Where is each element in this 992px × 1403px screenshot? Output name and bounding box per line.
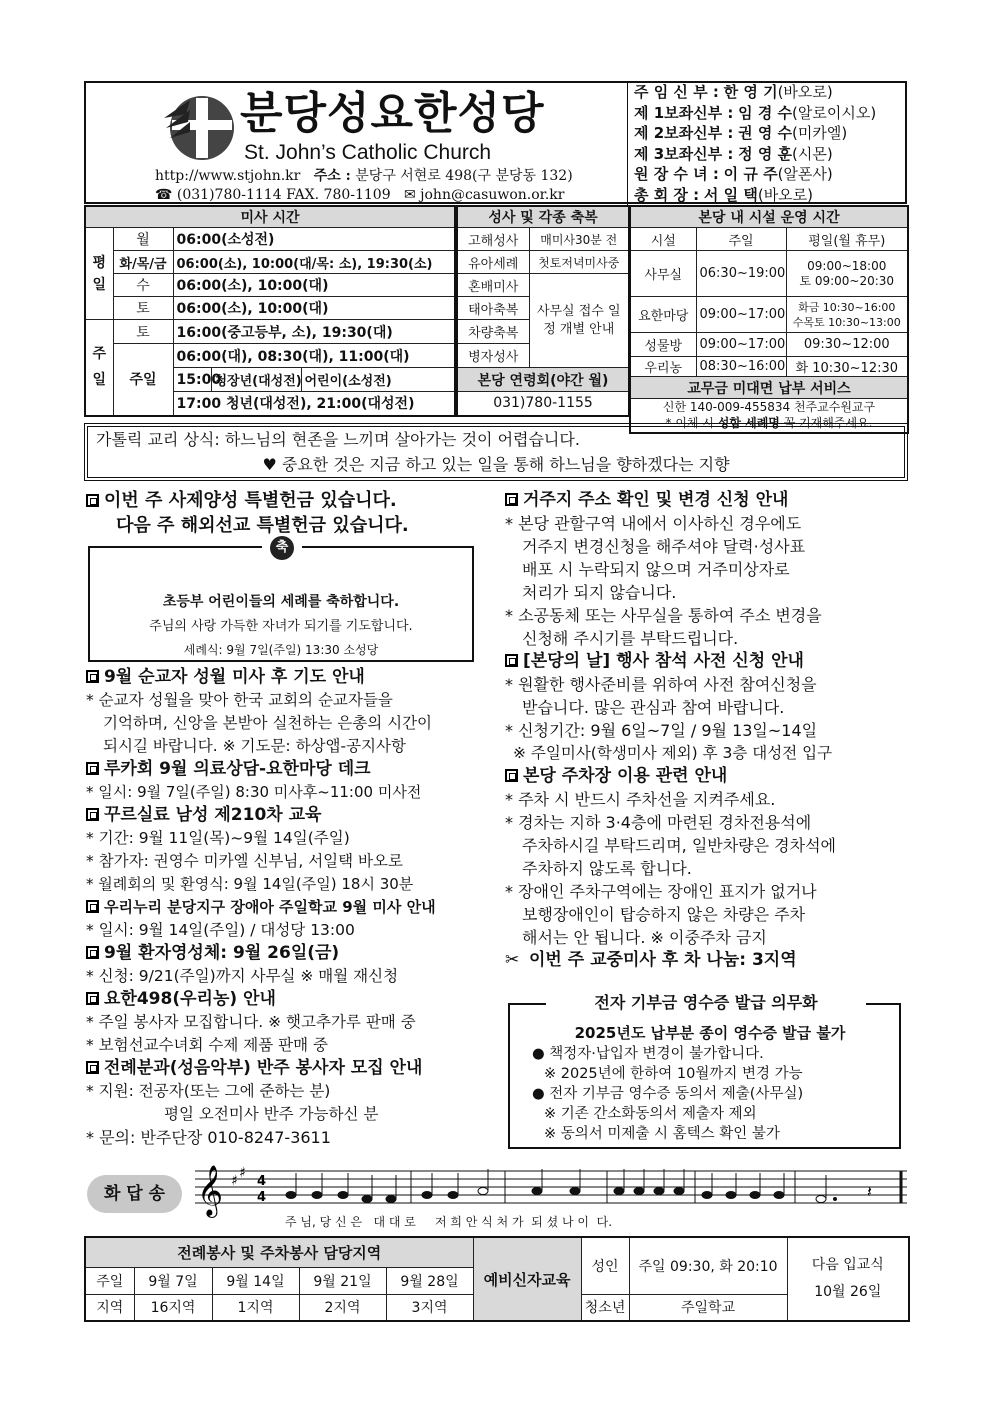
psalm-lyrics: 주 님, 당 신 은 대 대 로 저 희 안 식 처 가 되 셨 나 이 다.: [285, 1215, 613, 1229]
sacrament-name: 유아세례: [457, 251, 529, 274]
congrats-title: 초등부 어린이들의 세례를 축하합니다.: [162, 594, 400, 610]
martyr-text: 기억하며, 신앙을 본받아 실천하는 은총의 시간이: [103, 714, 433, 732]
cursillo-text: * 참가자: 권영수 미카엘 신부님, 서일택 바오로: [86, 852, 403, 870]
address-text: 처리가 되지 않습니다.: [522, 583, 677, 602]
facilities-col: 평일(월 휴무): [786, 228, 908, 251]
parking-text: 주차하지 않도록 합니다.: [522, 859, 692, 878]
church-subtitle: St. John’s Catholic Church: [244, 141, 492, 164]
disabled-text: * 일시: 9월 14일(주일) / 대성당 13:00: [86, 921, 355, 939]
mass-time: 16:00(중고등부, 소), 19:30(대): [173, 320, 455, 344]
mass-day: 월: [113, 228, 173, 251]
council-tel: 031)780-1155: [457, 392, 629, 416]
facilities-col: 시설: [630, 228, 696, 251]
svg-text:𝄞: 𝄞: [197, 1165, 224, 1216]
svg-text:♯: ♯: [239, 1165, 246, 1181]
duty-cell: 1지역: [212, 1294, 299, 1321]
bullet-icon: [86, 992, 99, 1005]
parking-text: * 경차는 지하 3·4층에 마련된 경차전용석에: [505, 813, 812, 832]
mass-time: 어린이(소성전): [301, 368, 455, 392]
facility-week: 화금 10:30~16:00: [798, 300, 896, 314]
receipt-line: ※ 동의서 미제출 시 홈텍스 확인 불가: [544, 1126, 780, 1142]
header-divider: [627, 81, 628, 206]
receipt-line: ● 전자 기부금 영수증 동의서 제출(사무실): [532, 1086, 804, 1102]
svg-text:4: 4: [257, 1174, 267, 1189]
sunday-label: 주일: [85, 320, 113, 416]
catechism-line1: 가톨릭 교리 상식: 하느님의 현존을 느끼며 살아가는 것이 어렵습니다.: [96, 430, 580, 449]
mass-time: 청장년(대성전): [211, 368, 301, 392]
address-text: 신청해 주시기를 부탁드립니다.: [522, 629, 739, 648]
weekday-label: 평일: [85, 228, 113, 320]
address-label: 주소 :: [313, 168, 351, 184]
receipt-sub: 2025년도 납부분 종이 영수증 발급 불가: [574, 1024, 846, 1042]
duty-cell: 3지역: [386, 1294, 473, 1321]
catechumen-label: 예비신자교육: [473, 1237, 581, 1321]
church-title: 분당성요한성당: [240, 88, 545, 139]
bullet-icon: [86, 946, 99, 959]
duty-cell: 16지역: [134, 1294, 212, 1321]
receipt-line: ※ 기존 간소화동의서 제출자 제외: [544, 1106, 757, 1122]
duty-cell: 9월 7일: [134, 1267, 212, 1294]
facility-sun: 08:30~16:00: [696, 357, 786, 377]
choir-text: * 문의: 반주단장 010-8247-3611: [86, 1128, 331, 1147]
staff-row: 제 1보좌신부 : 임 경 수(알로이시오): [634, 103, 877, 122]
facilities-table: [629, 205, 909, 434]
council-label: 본당 연령회(야간 월): [457, 368, 629, 392]
parish-day-text: * 신청기간: 9월 6일~7일 / 9월 13일~14일: [505, 721, 818, 740]
congrats-detail: 세례식: 9월 7일(주일) 13:30 소성당: [183, 643, 379, 657]
collect-notice-2: 다음 주 해외선교 특별헌금 있습니다.: [116, 515, 409, 536]
church-email[interactable]: ✉ john@casuwon.or.kr: [403, 187, 565, 203]
luke-heading: 루카회 9월 의료상담-요한마당 데크: [86, 758, 476, 781]
cursillo-heading: 꾸르실료 남성 제210차 교육: [86, 804, 476, 827]
catechism-box: [84, 423, 908, 481]
adult-label: 성인: [581, 1237, 629, 1294]
church-tel: ☎ (031)780-1114 FAX. 780-1109: [155, 187, 391, 203]
staff-row: 제 3보좌신부 : 정 영 훈(시몬): [634, 144, 833, 163]
right-column: [505, 489, 905, 972]
facility-week: 화 10:30~12:30: [786, 357, 908, 377]
ribbon-icon: ✂: [505, 950, 520, 970]
fee-note: * 이체 시 성함 세례명 꼭 기재해주세요.: [665, 416, 873, 431]
facilities-col: 주일: [696, 228, 786, 251]
fee-header: 교무금 미대면 납부 서비스: [630, 377, 908, 399]
next-entry-label: 다음 입교식: [811, 1257, 884, 1273]
catechism-line2: ♥ 중요한 것은 지금 하고 있는 일을 통해 하느님을 향하겠다는 지향: [262, 455, 730, 474]
address-heading: 거주지 주소 확인 및 변경 신청 안내: [505, 489, 905, 512]
congrats-badge-icon: 축: [262, 536, 302, 566]
parish-day-heading: [본당의 날] 행사 참석 사전 신청 안내: [505, 650, 905, 673]
facilities-header: 본당 내 시설 운영 시간: [630, 206, 908, 228]
adult-time: 주일 09:30, 화 20:10: [629, 1237, 787, 1294]
mass-day: 주일: [113, 344, 173, 416]
duty-cell: 9월 21일: [299, 1267, 386, 1294]
address-text: * 본당 관할구역 내에서 이사하신 경우에도: [505, 514, 802, 533]
sacraments-header: 성사 및 각종 축복: [457, 206, 629, 228]
parking-text: 해서는 안 됩니다. ※ 이중주차 금지: [522, 928, 767, 947]
church-address: 분당구 서현로 498(구 분당동 132): [355, 168, 573, 184]
parking-text: * 장애인 주차구역에는 장애인 표지가 없거나: [505, 882, 817, 901]
mass-time: 06:00(소), 10:00(대): [173, 274, 455, 297]
church-url-line: [155, 167, 573, 185]
duty-header: 전례봉사 및 주차봉사 담당지역: [85, 1237, 473, 1267]
tea-heading: ✂ 이번 주 교중미사 후 차 나눔: 3지역: [505, 950, 797, 970]
staff-row: 총 회 장 : 서 일 택(바오로): [634, 185, 814, 204]
facility-sun: 09:00~17:00: [696, 297, 786, 333]
mass-table: [84, 205, 456, 417]
bullet-icon: [86, 762, 99, 775]
mass-day: 수: [113, 274, 173, 297]
facility-name: 사무실: [630, 251, 696, 297]
address-text: * 소공동체 또는 사무실을 통하여 주소 변경을: [505, 606, 822, 625]
duty-cell: 2지역: [299, 1294, 386, 1321]
facility-week: 09:30~12:00: [786, 333, 908, 357]
martyr-text: * 순교자 성월을 맞아 한국 교회의 순교자들을: [86, 691, 393, 709]
parish-day-text: 받습니다. 많은 관심과 참여 바랍니다.: [522, 698, 785, 717]
mass-header: 미사 시간: [85, 206, 455, 228]
martyr-text: 되시길 바랍니다. ※ 기도문: 하상앱-공지사항: [103, 737, 406, 755]
next-entry-date: 10월 26일: [814, 1284, 882, 1300]
svg-text:4: 4: [257, 1190, 267, 1205]
congrats-text: 주님의 사랑 가득한 자녀가 되기를 기도합니다.: [149, 619, 413, 634]
mass-day: 토: [113, 297, 173, 320]
collect-notice-1: 이번 주 사제양성 특별헌금 있습니다.: [86, 489, 397, 512]
choir-heading: 전례분과(성음악부) 반주 봉사자 모집 안내: [86, 1057, 476, 1080]
john498-text: * 주일 봉사자 모집합니다. ※ 햇고추가루 판매 중: [86, 1013, 416, 1031]
address-text: 배포 시 누락되지 않으며 거주미상자로: [522, 560, 790, 579]
mass-time: 06:00(소성전): [173, 228, 455, 251]
youth-label: 청소년: [581, 1294, 629, 1321]
fee-account: 신한 140-009-455834 천주교수원교구: [662, 400, 876, 415]
staff-row: 제 2보좌신부 : 권 영 수(미카엘): [634, 124, 848, 142]
church-url[interactable]: http://www.stjohn.kr: [155, 168, 301, 184]
disabled-heading: 우리누리 분당지구 장애아 주일학교 9월 미사 안내: [86, 896, 476, 919]
mass-time: 15:00: [173, 368, 211, 392]
svg-text:♯: ♯: [231, 1173, 238, 1189]
receipt-line: ● 책정자·납입자 변경이 불가합니다.: [532, 1046, 764, 1062]
facility-week: 토 09:00~20:30: [799, 273, 895, 288]
facility-week: 수목토 10:30~13:00: [792, 315, 901, 329]
sick-text: * 신청: 9/21(주일)까지 사무실 ※ 매월 재신청: [86, 967, 399, 985]
left-column: [86, 666, 476, 1149]
church-logo: [160, 88, 238, 166]
parish-day-text: ※ 주일미사(학생미사 제외) 후 3층 대성전 입구: [513, 744, 833, 762]
martyr-heading: 9월 순교자 성월 미사 후 기도 안내: [86, 666, 476, 689]
mass-time: 06:00(소), 10:00(대): [173, 297, 455, 320]
parking-text: 주차하시길 부탁드리며, 일반차량은 경차석에: [522, 836, 837, 855]
cursillo-text: * 월례회의 및 환영식: 9월 14일(주일) 18시 30분: [86, 875, 414, 893]
duty-cell: 지역: [85, 1294, 134, 1321]
bullet-icon: [505, 654, 518, 667]
mass-day: 화/목/금: [113, 251, 173, 274]
psalm-label: 화 답 송: [87, 1175, 182, 1213]
cursillo-text: * 기간: 9월 11일(목)~9월 14일(주일): [86, 829, 350, 847]
facility-name: 우리농: [630, 357, 696, 377]
address-text: 거주지 변경신청을 해주셔야 달력·성사표: [522, 537, 806, 556]
sacraments-table: [456, 205, 630, 417]
duty-cell: 9월 14일: [212, 1267, 299, 1294]
parking-text: * 주차 시 반드시 주차선을 지켜주세요.: [505, 790, 776, 809]
sacrament-name: 고해성사: [457, 228, 529, 251]
parking-text: 보행장애인이 탑승하지 않은 차량은 주차: [522, 905, 806, 924]
bullet-icon: [86, 808, 99, 821]
youth-time: 주일학교: [629, 1294, 787, 1321]
choir-text: * 지원: 전공자(또는 그에 준하는 분): [86, 1082, 331, 1100]
bullet-icon: [86, 670, 99, 683]
staff-list: [634, 82, 906, 205]
parish-day-text: * 원활한 행사준비를 위하여 사전 참여신청을: [505, 675, 817, 694]
receipt-body: [520, 1023, 900, 1144]
staff-row: 원 장 수 녀 : 이 규 주(알폰사): [634, 165, 833, 183]
receipt-title: 전자 기부금 영수증 발급 의무화: [546, 992, 866, 1014]
sacrament-office: 사무실 접수 일정 개별 안내: [529, 274, 629, 368]
duty-table: [84, 1236, 910, 1322]
sick-heading: 9월 환자영성체: 9월 26일(금): [86, 942, 476, 965]
mass-time: 17:00 청년(대성전), 21:00(대성전): [173, 392, 455, 416]
bullet-icon: [505, 769, 518, 782]
john498-heading: 요한498(우리농) 안내: [86, 988, 476, 1011]
facility-sun: 06:30~19:00: [696, 251, 786, 297]
sacrament-name: 차량축복: [457, 320, 529, 344]
bullet-icon: [86, 900, 99, 913]
svg-text:𝄽: 𝄽: [867, 1182, 872, 1201]
sacrament-time: 매미사30분 전: [529, 228, 629, 251]
mass-time: 06:00(소), 10:00(대/목: 소), 19:30(소): [173, 251, 455, 274]
mass-time: 06:00(대), 08:30(대), 11:00(대): [173, 344, 455, 368]
sacrament-name: 혼배미사: [457, 274, 529, 297]
church-contact: [155, 186, 564, 204]
facility-name: 성물방: [630, 333, 696, 357]
choir-text: 평일 오전미사 반주 가능하신 분: [164, 1105, 379, 1123]
john498-text: * 보험선교수녀회 수제 제품 판매 중: [86, 1036, 329, 1054]
sacrament-time: 첫토저녁미사중: [529, 251, 629, 274]
bullet-icon: [86, 494, 99, 507]
music-staff: [195, 1163, 910, 1219]
mass-day: 토: [113, 320, 173, 344]
facility-week: 09:00~18:00: [807, 258, 887, 273]
parking-heading: 본당 주차장 이용 관련 안내: [505, 765, 905, 788]
bullet-icon: [505, 493, 518, 506]
sacrament-name: 태아축복: [457, 297, 529, 320]
sacrament-name: 병자성사: [457, 344, 529, 368]
receipt-line: ※ 2025년에 한하여 10월까지 변경 가능: [544, 1066, 803, 1082]
facility-name: 요한마당: [630, 297, 696, 333]
bullet-icon: [86, 1061, 99, 1074]
duty-cell: 9월 28일: [386, 1267, 473, 1294]
facility-sun: 09:00~17:00: [696, 333, 786, 357]
luke-text: * 일시: 9월 7일(주일) 8:30 미사후~11:00 미사전: [86, 783, 422, 801]
staff-row: 주 임 신 부 : 한 영 기(바오로): [634, 83, 833, 101]
duty-cell: 주일: [85, 1267, 134, 1294]
